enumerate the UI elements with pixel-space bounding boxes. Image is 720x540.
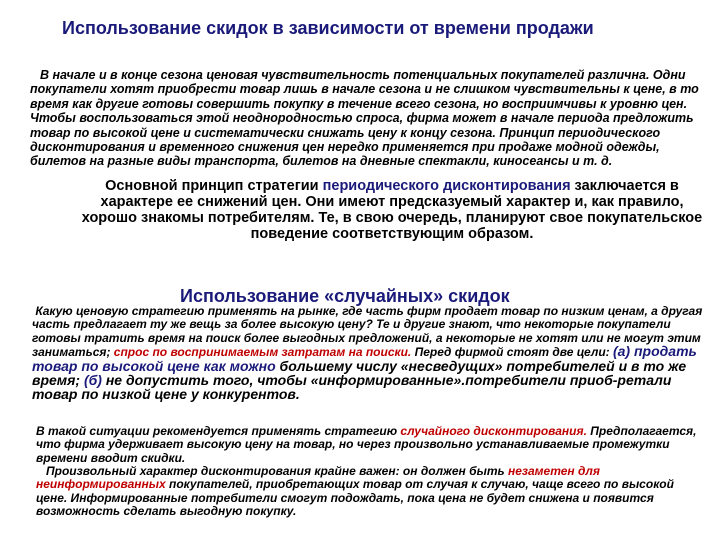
paragraph-periodic-discount-principle — [78, 178, 706, 242]
paragraph-text: Перед фирмой стоят две цели: — [411, 345, 613, 360]
paragraph-text: В такой ситуации рекомендуется применять стратегию — [36, 424, 401, 438]
highlight-term: периодического дисконтирования — [322, 178, 571, 194]
heading-random-discounts: Использование «случайных» скидок — [180, 286, 510, 306]
paragraph-text: Предполагается, что фирма удерживает высокую цену на товар, но через произвольно устанавливаемые промежутки времени вводит скидки. — [36, 424, 697, 465]
paragraph-text: большему числу «несведущих» потребителей и в то же время; — [32, 357, 687, 389]
goal-a: (а) продать товар по высокой цене как можно — [32, 343, 697, 374]
heading-time-discounts: Использование скидок в зависимости от времени продажи — [62, 18, 594, 38]
paragraph-text: заключается в характере ее снижений цен. Они имеют предсказуемый характер и, как правило, хорошо знакомы потребителям. Те, в свою очередь, планируют свое покупательское поведение соответствующим образом. — [81, 178, 703, 242]
paragraph-pricing-strategy — [32, 305, 712, 403]
paragraph-text: Какую ценовую стратегию применять на рынке, где часть фирм продает товар по низким ценам, а другая часть предлагает ту же вещь за более высокую цену? Те и другие знают, что некоторые покупатели готовы тратить время на поиск более выгодных предложений, а некоторые не хотят или не могут этим заниматься; — [32, 304, 703, 360]
highlight-term: спрос по воспринимаемым затратам на поиски. — [113, 345, 412, 360]
paragraph-text: Основной принцип стратегии — [105, 178, 323, 194]
highlight-term: незаметен для неинформированных — [36, 464, 600, 492]
paragraph-text: Произвольный характер дисконтирования крайне важен: он должен быть — [46, 464, 508, 478]
paragraph-text: В начале и в конце сезона ценовая чувствительность потенциальных покупателей различна. Одни покупатели хотят приобрести товар лишь в начале сезона и не слишком чувствительны к цене, в то время как другие готовы совершить покупку в течение всего сезона, но восприимчивы к уровню цен. Чтобы воспользоваться этой неоднородностью спроса, фирма может в начале периода предложить товар по высокой цене и систематически снижать цену к концу сезона. Принцип периодического дисконтирования и временного снижения цен нередко применяется при продаже модной одежды, билетов на разные виды транспорта, билетов на дневные спектакли, киносеансы и т. д. — [30, 68, 699, 169]
paragraph-seasonal-sensitivity — [30, 68, 702, 169]
paragraph-text: покупателей, приобретающих товар от случая к случаю, чаще всего по высокой цене. Информированные потребители смогут подождать, пока цена не будет снижена и появится возможность сделать выгодную покупку. — [36, 477, 674, 519]
paragraph-arbitrary-discount — [36, 465, 706, 519]
paragraph-random-discount-strategy — [36, 425, 706, 465]
paragraph-text: не допустить того, чтобы «информированные».потребители приоб-ретали товар по низкой цене у конкурентов. — [32, 372, 672, 403]
goal-b: (б) — [80, 372, 102, 389]
highlight-term: случайного дисконтирования. — [400, 424, 587, 438]
